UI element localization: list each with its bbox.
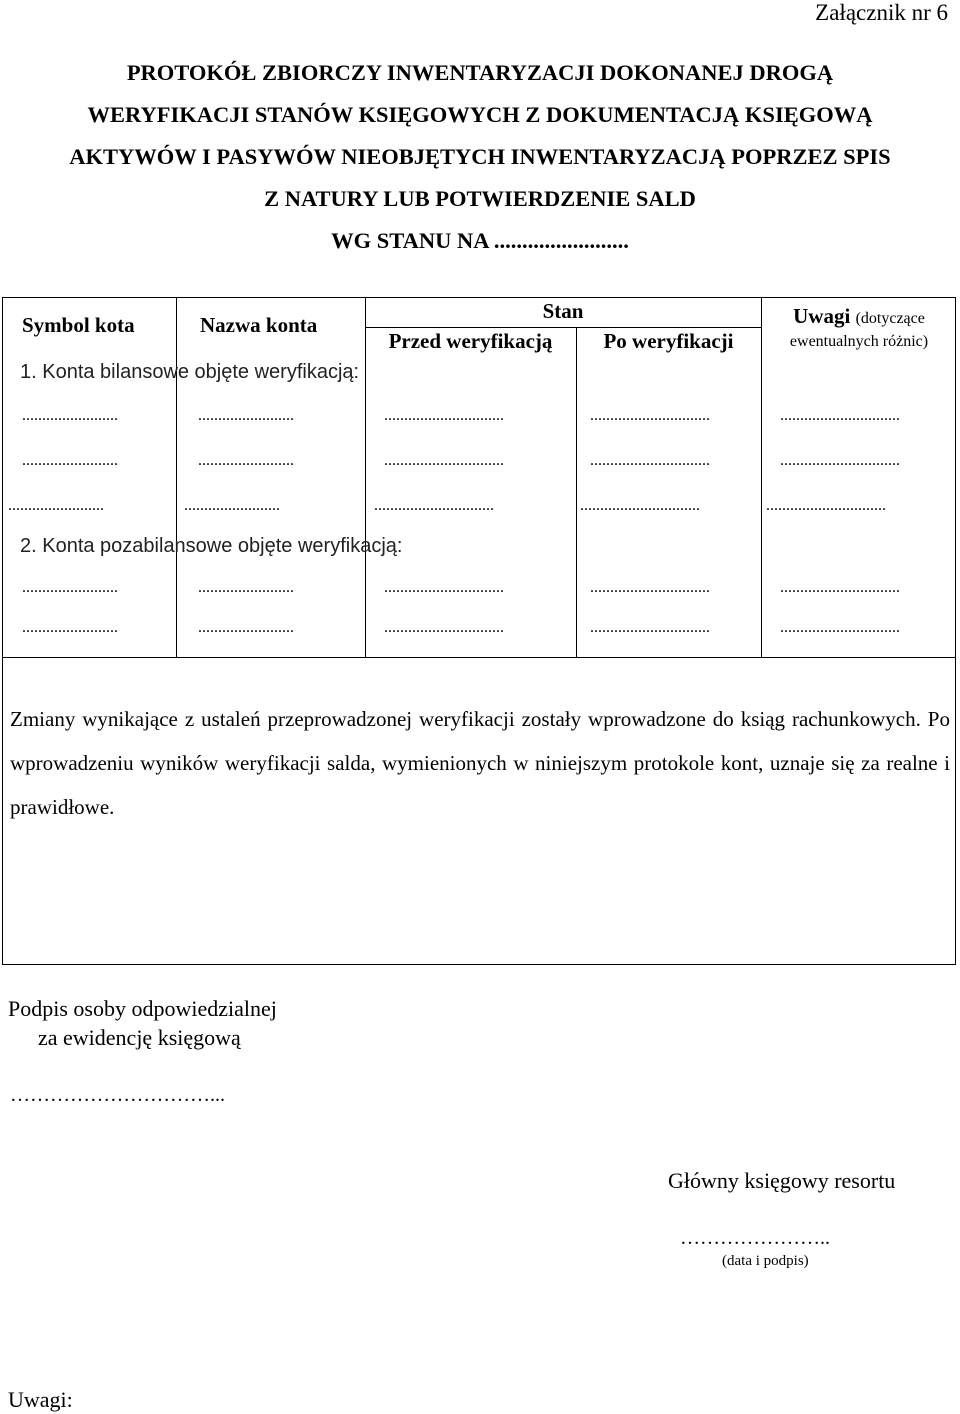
header-notes-sub: (dotyczące: [855, 310, 925, 327]
row5-symbol-dots: ........................: [22, 619, 118, 636]
row1-name-dots: ........................: [198, 407, 294, 424]
row3-before-dots: ..............................: [374, 497, 494, 514]
header-before: Przed weryfikacją: [388, 329, 553, 353]
row2-symbol-dots: ........................: [22, 452, 118, 469]
header-after: Po weryfikacji: [603, 329, 734, 353]
header-notes-bold: Uwagi: [793, 304, 851, 328]
verification-table: [2, 297, 956, 965]
col-divider-4: [761, 297, 762, 657]
row4-after-dots: ..............................: [590, 579, 710, 596]
header-symbol: Symbol kota: [22, 313, 135, 337]
row4-name-dots: ........................: [198, 579, 294, 596]
title-line-5: WG STANU NA ........................: [331, 228, 629, 253]
document-title: [40, 52, 920, 262]
signature-right-title: Główny księgowy resortu: [668, 1168, 896, 1193]
title-line-3: AKTYWÓW I PASYWÓW NIEOBJĘTYCH INWENTARYZACJĄ POPRZEZ SPIS: [69, 144, 891, 169]
signature-right-caption: (data i podpis): [722, 1253, 809, 1269]
table-right-border: [955, 297, 956, 965]
table-top-border: [2, 297, 956, 298]
row1-symbol-dots: ........................: [22, 407, 118, 424]
row3-notes-dots: ..............................: [766, 497, 886, 514]
row2-name-dots: ........................: [198, 452, 294, 469]
row2-before-dots: ..............................: [384, 452, 504, 469]
signature-left-line1: Podpis osoby odpowiedzialnej: [8, 996, 277, 1021]
row4-notes-dots: ..............................: [780, 579, 900, 596]
row2-after-dots: ..............................: [590, 452, 710, 469]
header-name: Nazwa konta: [200, 313, 318, 337]
row2-notes-dots: ..............................: [780, 452, 900, 469]
header-notes: [762, 304, 956, 329]
row4-symbol-dots: ........................: [22, 579, 118, 596]
row5-name-dots: ........................: [198, 619, 294, 636]
header-stan: Stan: [542, 299, 584, 323]
section-balance-label: 1. Konta bilansowe objęte weryfikacją:: [20, 361, 360, 383]
section-offbalance-label: 2. Konta pozabilansowe objęte weryfikacją:: [20, 535, 403, 557]
title-line-2: WERYFIKACJI STANÓW KSIĘGOWYCH Z DOKUMENTACJĄ KSIĘGOWĄ: [87, 102, 873, 127]
signature-left-line2: za ewidencję księgową: [38, 1025, 241, 1050]
table-body-end-line: [2, 657, 956, 658]
header-notes-sub2: ewentualnych różnic): [789, 333, 929, 350]
row1-after-dots: ..............................: [590, 407, 710, 424]
row5-notes-dots: ..............................: [780, 619, 900, 636]
signature-right-dots: …………………..: [680, 1227, 830, 1249]
row5-after-dots: ..............................: [590, 619, 710, 636]
row5-before-dots: ..............................: [384, 619, 504, 636]
row3-symbol-dots: ........................: [8, 497, 104, 514]
stan-subheader-line: [365, 327, 761, 328]
col-divider-1: [176, 297, 177, 657]
row3-name-dots: ........................: [184, 497, 280, 514]
table-bottom-border: [2, 964, 956, 965]
title-line-1: PROTOKÓŁ ZBIORCZY INWENTARYZACJI DOKONANEJ DROGĄ: [126, 60, 834, 85]
row3-after-dots: ..............................: [580, 497, 700, 514]
footer-notes-label: Uwagi:: [8, 1387, 73, 1412]
verification-note: Zmiany wynikające z ustaleń przeprowadzonej weryfikacji zostały wprowadzone do ksiąg rachunkowych. Po wprowadzeniu wyników weryfikacji salda, wymienionych w niniejszym protokole kont, uznaje się za realne i prawidłowe.: [10, 707, 950, 819]
attachment-label: Załącznik nr 6: [815, 0, 948, 25]
row4-before-dots: ..............................: [384, 579, 504, 596]
row1-notes-dots: ..............................: [780, 407, 900, 424]
signature-left-dots: …………………………...: [10, 1084, 225, 1106]
title-line-4: Z NATURY LUB POTWIERDZENIE SALD: [264, 186, 696, 211]
col-divider-3: [576, 327, 577, 657]
row1-before-dots: ..............................: [384, 407, 504, 424]
table-left-border: [2, 297, 3, 965]
